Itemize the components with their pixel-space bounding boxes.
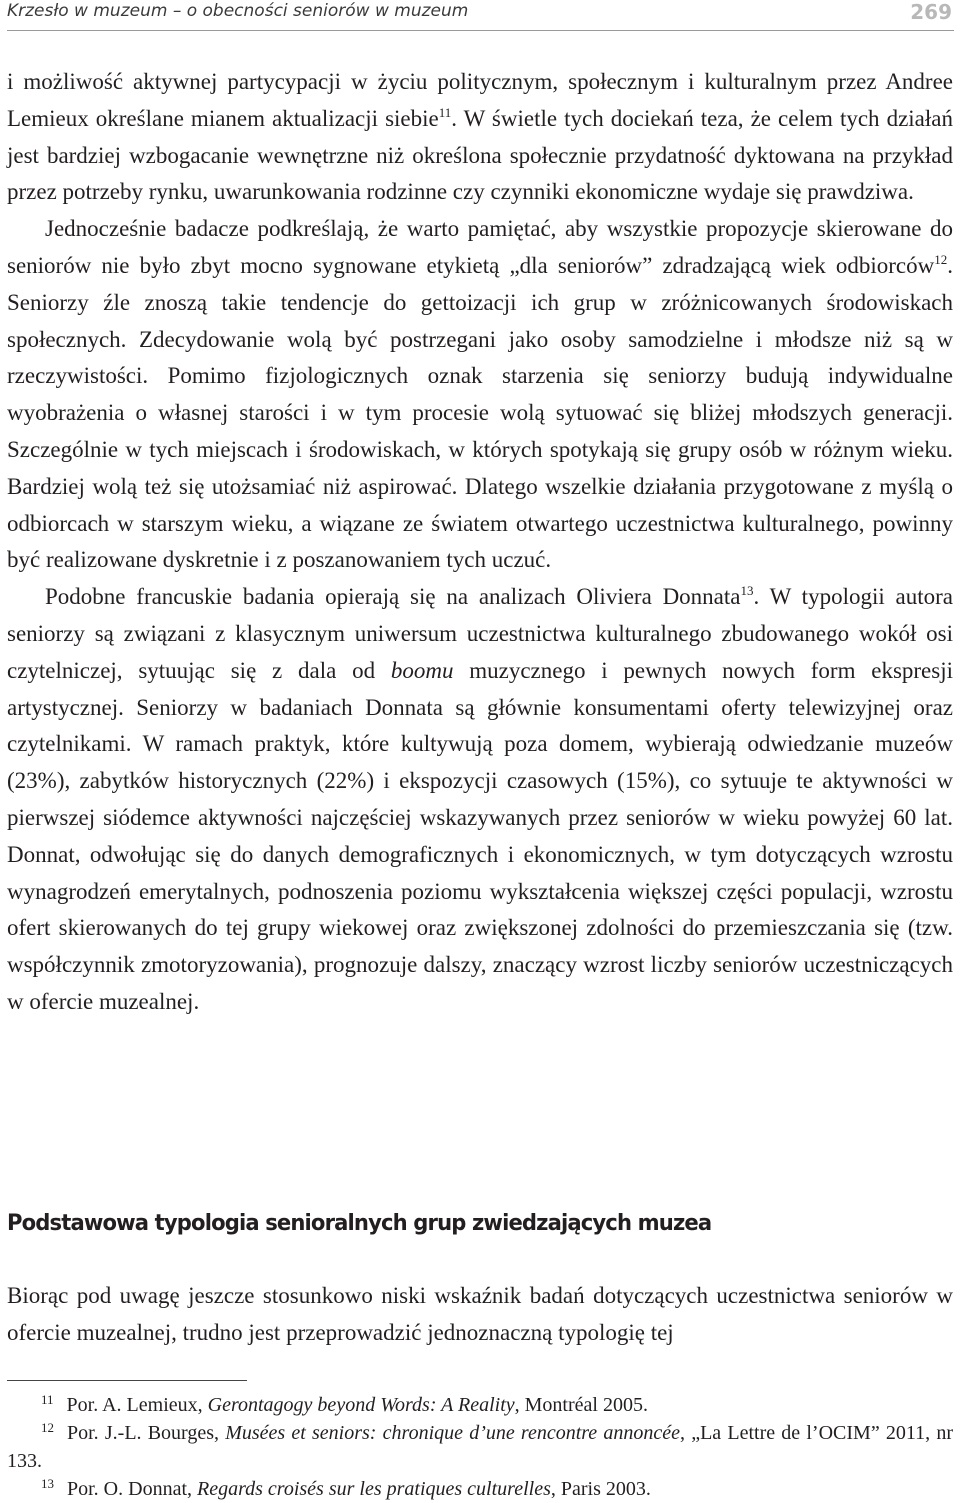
section-text (7, 1278, 953, 1352)
paragraph-1: i możliwość aktywnej partycypacji w życiu politycznym, społecznym i kulturalnym przez Andree Lemieux określane mianem aktualizacji siebie$^{11}$. W świetle tych dociekań teza, że celem tych działań jest bardziej wzbogacanie wewnętrzne niż określona społecznie przydatność dyktowana na przykład przez potrzeby rynku, uwarunkowania rodzinne czy czynniki ekonomiczne wydaje się prawdziwa. (7, 69, 953, 205)
header-rule (7, 30, 954, 31)
page-number: 269 (910, 0, 952, 24)
paragraph-3: Podobne francuskie badania opierają się na analizach Oliviera Donnata$^{13}$. W typologii autora seniorzy są związani z klasycznym uniwersum uczestnictwa kulturalnego zbudowanego wokół osi czytelniczej, sytuując się z dala od boomu muzycznego i pewnych nowych form ekspresji artystycznej. Seniorzy w badaniach Donnata są głównie konsumentami oferty telewizyjnej oraz czytelnikami. W ramach praktyk, które kultywują poza domem, wybierają odwiedzanie muzeów (23%), zabytków historycznych (22%) i ekspozycji czasowych (15%), co sytuuje te aktywności w pierwszej siódemce aktywności najczęściej wskazywanych przez seniorów w wieku powyżej 60 lat. Donnat, odwołując się do danych demograficznych i ekonomicznych, w tym dotyczących wzrostu wynagrodzeń emerytalnych, podnoszenia poziomu wykształcenia większej części populacji, wzrostu ofert skierowanych do tej grupy wiekowej oraz zwiększonej zdolności do przemieszczania się (tzw. współczynnik zmotoryzowania), prognozuje dalszy, znaczący wzrost liczby seniorów uczestniczących w ofercie muzealnej. (7, 583, 953, 1014)
section-heading: Podstawowa typologia senioralnych grup zwiedzających muzea (7, 1211, 712, 1236)
running-header (7, 0, 954, 30)
main-text (7, 64, 953, 1021)
footnote-ref-11[interactable]: 11 (438, 104, 452, 120)
footnote-12: $^{12}$ Por. J.-L. Bourges, Musées et seniors: chronique d’une rencontre annoncée, „La Lettre de l’OCIM” 2011, nr 133. (7, 1420, 953, 1472)
running-title: Krzesło w muzeum – o obecności seniorów w muzeum (7, 1, 469, 21)
footnote-ref-13[interactable]: 13 (740, 583, 754, 599)
paragraph-2: Jednocześnie badacze podkreślają, że warto pamiętać, aby wszystkie propozycje skierowane do seniorów nie było zbyt mocno sygnowane etykietą „dla seniorów” zdradzającą wiek odbiorców$^{12}$. Seniorzy źle znoszą takie tendencje do gettoizacji ich grup w zróżnicowanych środowiskach społecznych. Zdecydowanie wolą być postrzegani jako osoby samodzielne i młodsze niż są w rzeczywistości. Pomimo fizjologicznych oznak starzenia się seniorzy budują indywidualne wyobrażenia o własnej starości i w tym procesie wolą sytuować się bliżej młodszych generacji. Szczególnie w tych miejscach i środowiskach, w których spotykają się grupy osób w różnym wieku. Bardziej wolą też się utożsamiać niż aspirować. Dlatego wszelkie działania przygotowane z myślą o odbiorcach w starszym wieku, a wiązane ze światem otwartego uczestnictwa kulturalnego, powinny być realizowane dyskretnie i z poszanowaniem tych uczuć. (7, 216, 953, 573)
footnote-11: $^{11}$ Por. A. Lemieux, Gerontagogy beyond Words: A Reality, Montréal 2005. (41, 1392, 648, 1416)
footnote-13: $^{13}$ Por. O. Donnat, Regards croisés sur les pratiques culturelles, Paris 2003. (41, 1476, 651, 1500)
footnote-rule (7, 1380, 247, 1381)
footnote-ref-12[interactable]: 12 (934, 251, 948, 267)
section-paragraph-1: Biorąc pod uwagę jeszcze stosunkowo niski wskaźnik badań dotyczących uczestnictwa seniorów w ofercie muzealnej, trudno jest przeprowadzić jednoznaczną typologię tej (7, 1283, 953, 1345)
footnotes (7, 1391, 953, 1503)
